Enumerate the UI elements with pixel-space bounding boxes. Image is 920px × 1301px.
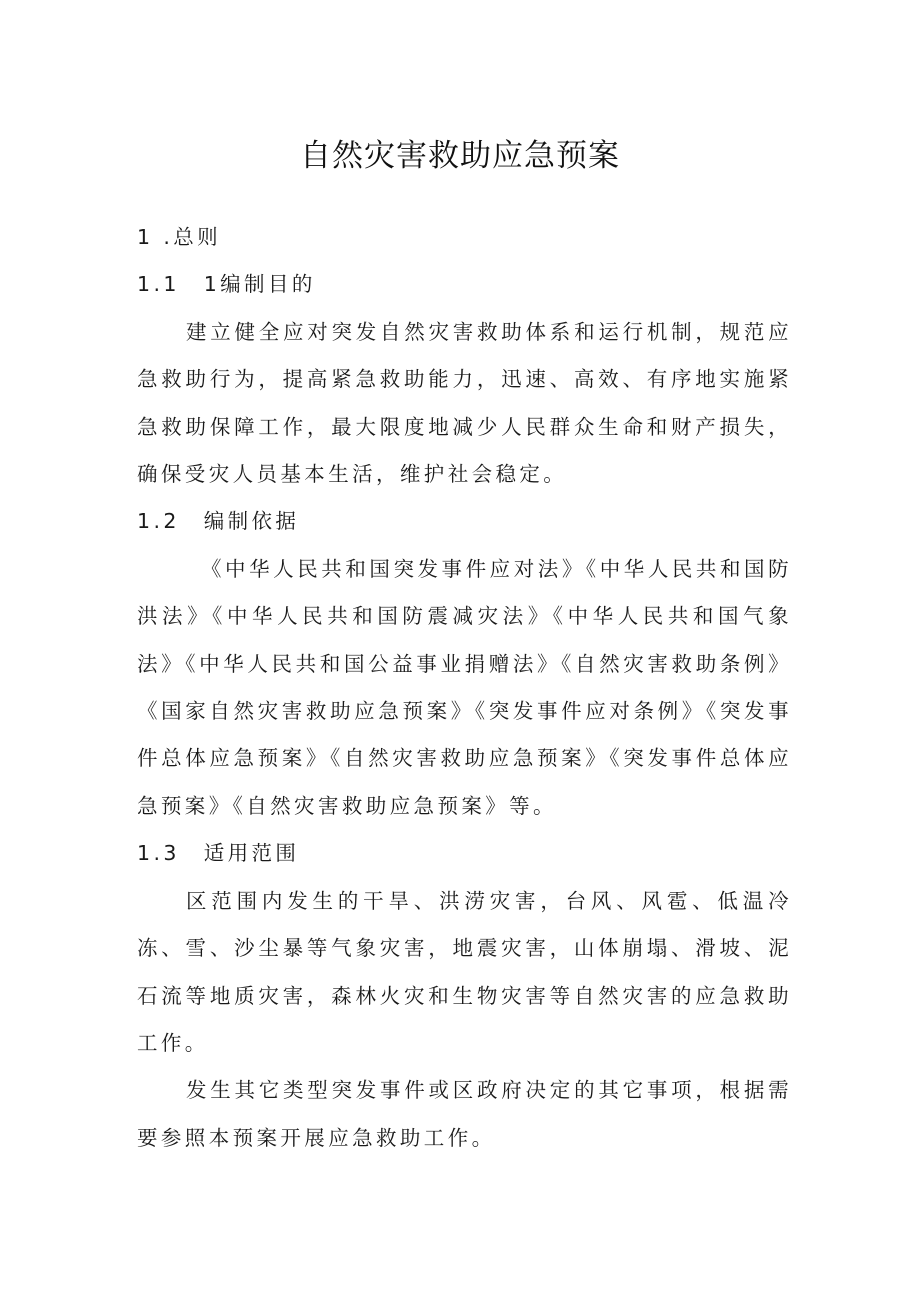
section-heading-purpose: 1.1 1编制目的 — [137, 272, 316, 297]
document-body — [137, 214, 792, 1162]
section-heading-scope: 1.3 适用范围 — [137, 841, 300, 866]
paragraph-scope: 区范围内发生的干旱、洪涝灾害，台风、风雹、低温冷冻、雪、沙尘暴等气象灾害，地震灾害，山体崩塌、滑坡、泥石流等地质灾害，森林火灾和生物灾害等自然灾害的应急救助工作。 — [137, 888, 792, 1055]
section-heading-general: 1 .总则 — [137, 225, 222, 249]
document-title: 自然灾害救助应急预案 — [300, 138, 620, 174]
paragraph-other-events: 发生其它类型突发事件或区政府决定的其它事项，根据需要参照本预案开展应急救助工作。 — [137, 1078, 792, 1150]
paragraph-purpose: 建立健全应对突发自然灾害救助体系和运行机制，规范应急救助行为，提高紧急救助能力，迅速、高效、有序地实施紧急救助保障工作，最大限度地减少人民群众生命和财产损失，确保受灾人员基本生活，维护社会稳定。 — [137, 319, 792, 487]
paragraph-basis: 《中华人民共和国突发事件应对法》《中华人民共和国防洪法》《中华人民共和国防震减灾法》《中华人民共和国气象法》《中华人民共和国公益事业捐赠法》《自然灾害救助条例》《国家自然灾害救助应急预案》《突发事件应对条例》《突发事件总体应急预案》《自然灾害救助应急预案》《突发事件总体应急预案》《自然灾害救助应急预案》等。 — [137, 556, 792, 818]
section-heading-basis: 1.2 编制依据 — [137, 509, 300, 534]
